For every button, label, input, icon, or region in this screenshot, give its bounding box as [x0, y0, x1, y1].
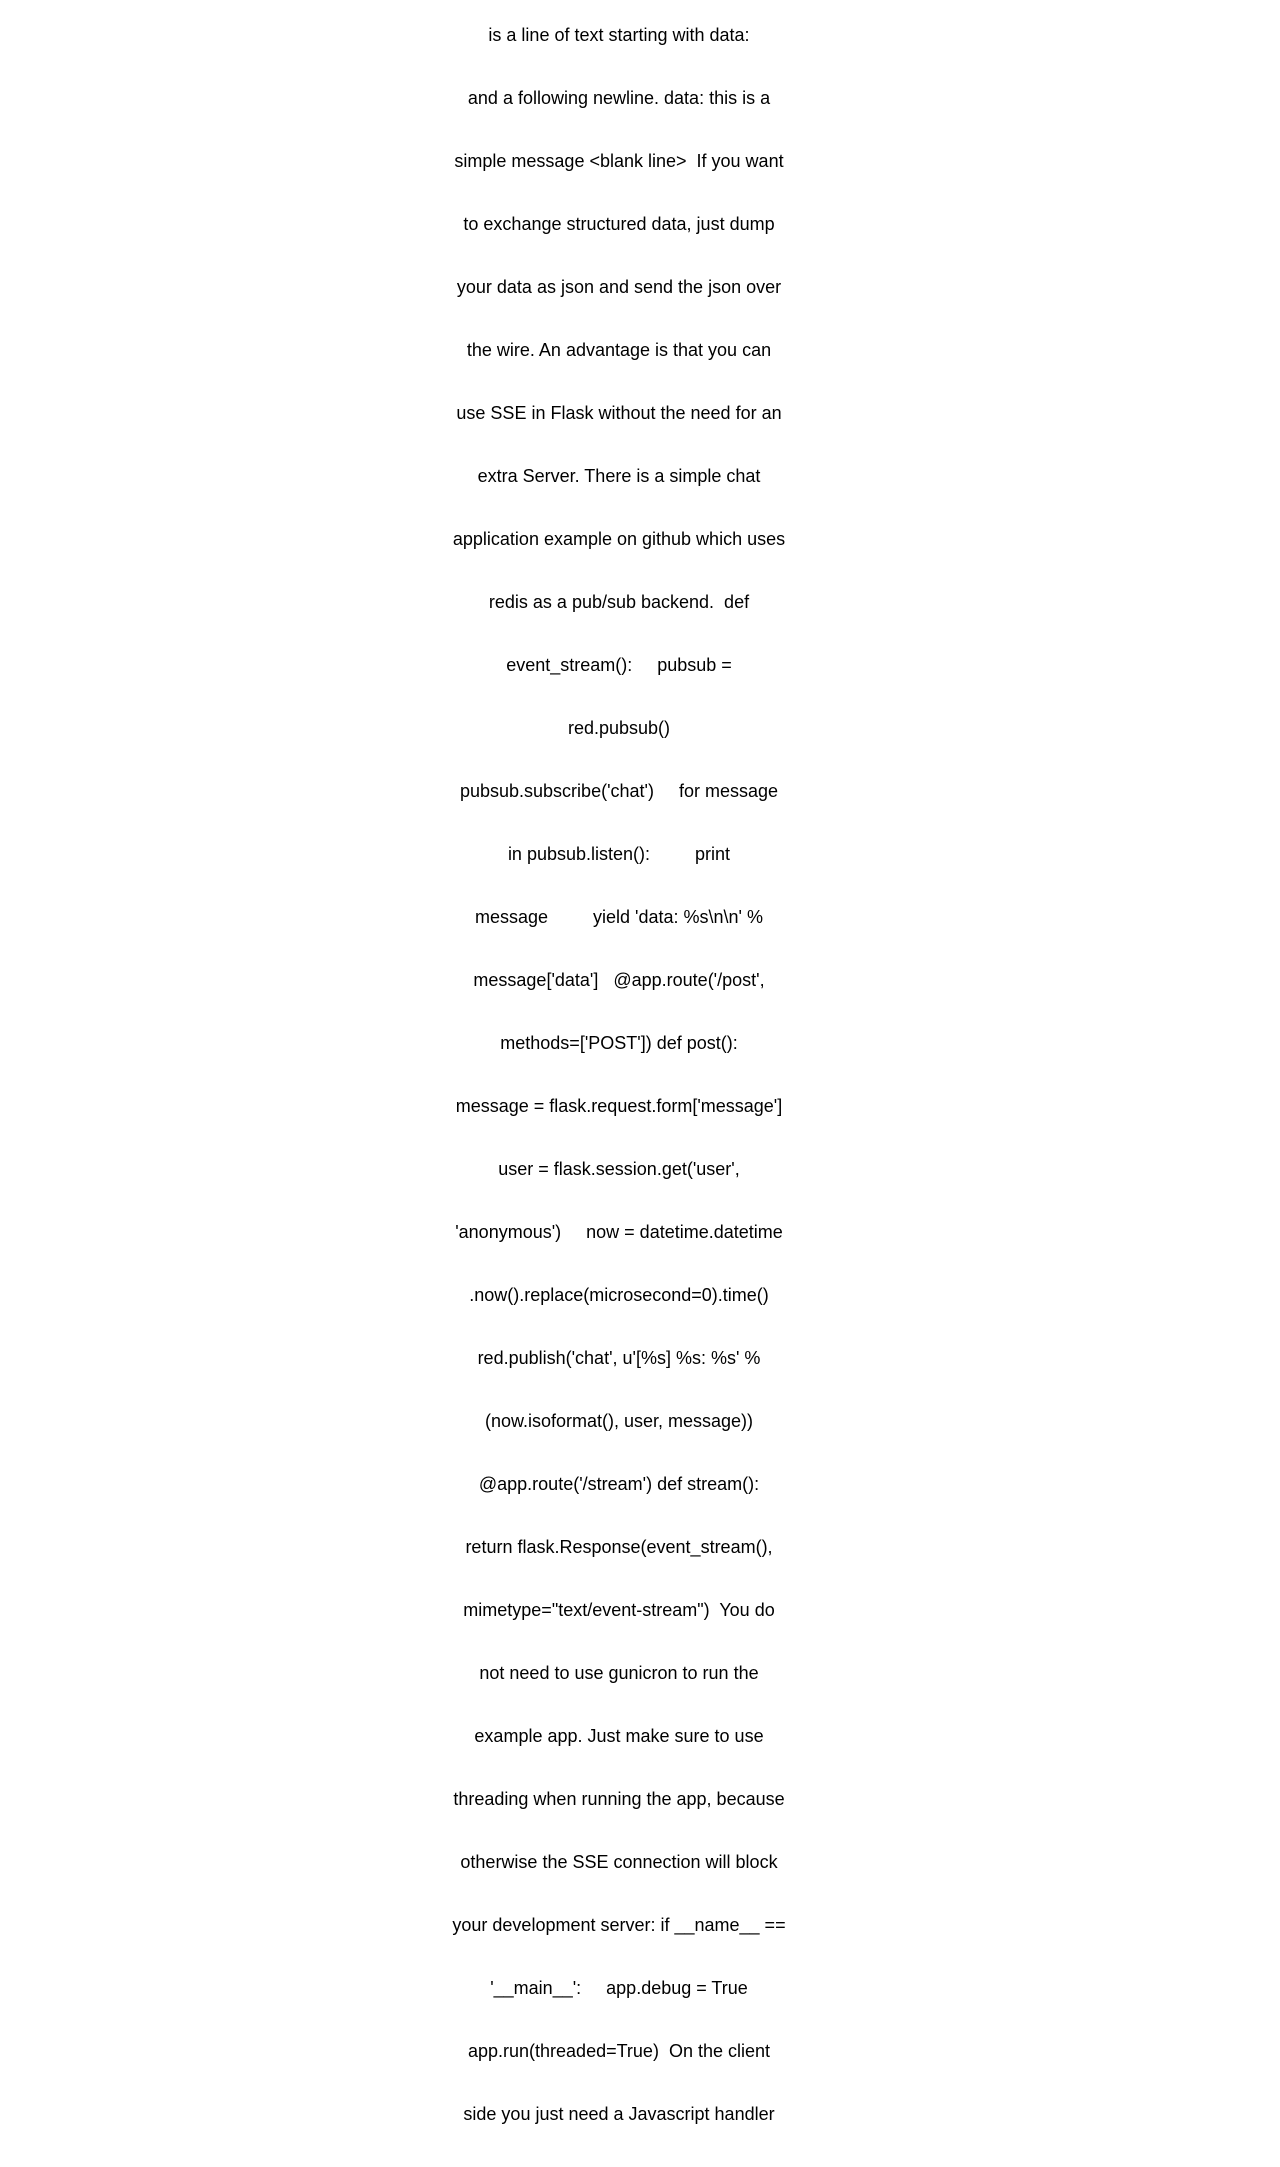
text-line: event_stream(): pubsub =: [506, 655, 732, 675]
text-line: red.publish('chat', u'[%s] %s: %s' %: [477, 1348, 761, 1368]
content-clip: [448, 0, 790, 2124]
text-line: 'anonymous') now = datetime.datetime: [455, 1222, 783, 1242]
text-line: your data as json and send the json over: [456, 277, 782, 297]
text-line: return flask.Response(event_stream(),: [465, 1537, 773, 1557]
text-line: the wire. An advantage is that you can: [466, 340, 772, 360]
text-line-clipped-top: is a line of text starting with data:: [488, 25, 750, 45]
text-line: application example on github which uses: [452, 529, 786, 549]
text-line: (now.isoformat(), user, message)): [484, 1411, 754, 1431]
text-line: your development server: if __name__ ==: [452, 1915, 786, 1935]
text-line: threading when running the app, because: [453, 1789, 785, 1809]
text-line: extra Server. There is a simple chat: [477, 466, 761, 486]
text-line: .now().replace(microsecond=0).time(): [469, 1285, 769, 1305]
text-line: @app.route('/stream') def stream():: [478, 1474, 760, 1494]
text-line: message = flask.request.form['message']: [455, 1096, 783, 1116]
text-line: red.pubsub(): [567, 718, 671, 738]
text-line: to exchange structured data, just dump: [463, 214, 775, 234]
text-line: message['data'] @app.route('/post',: [473, 970, 765, 990]
text-line: mimetype="text/event-stream") You do: [463, 1600, 775, 1620]
text-line: otherwise the SSE connection will block: [460, 1852, 778, 1872]
text-line: simple message <blank line> If you want: [454, 151, 784, 171]
text-line: use SSE in Flask without the need for an: [456, 403, 782, 423]
answer-text-column: [448, 0, 790, 2167]
text-line: redis as a pub/sub backend. def: [488, 592, 750, 612]
text-line-clipped-bottom: side you just need a Javascript handler: [463, 2104, 775, 2124]
text-line: and a following newline. data: this is a: [467, 88, 771, 108]
text-line: not need to use gunicron to run the: [479, 1663, 759, 1683]
text-line: user = flask.session.get('user',: [498, 1159, 740, 1179]
text-line: in pubsub.listen(): print: [507, 844, 731, 864]
text-line: methods=['POST']) def post():: [500, 1033, 738, 1053]
text-line: pubsub.subscribe('chat') for message: [459, 781, 779, 801]
text-line: '__main__': app.debug = True: [490, 1978, 748, 1998]
text-line: example app. Just make sure to use: [474, 1726, 764, 1746]
text-line: app.run(threaded=True) On the client: [467, 2041, 770, 2061]
text-line: message yield 'data: %s\n\n' %: [474, 907, 763, 927]
